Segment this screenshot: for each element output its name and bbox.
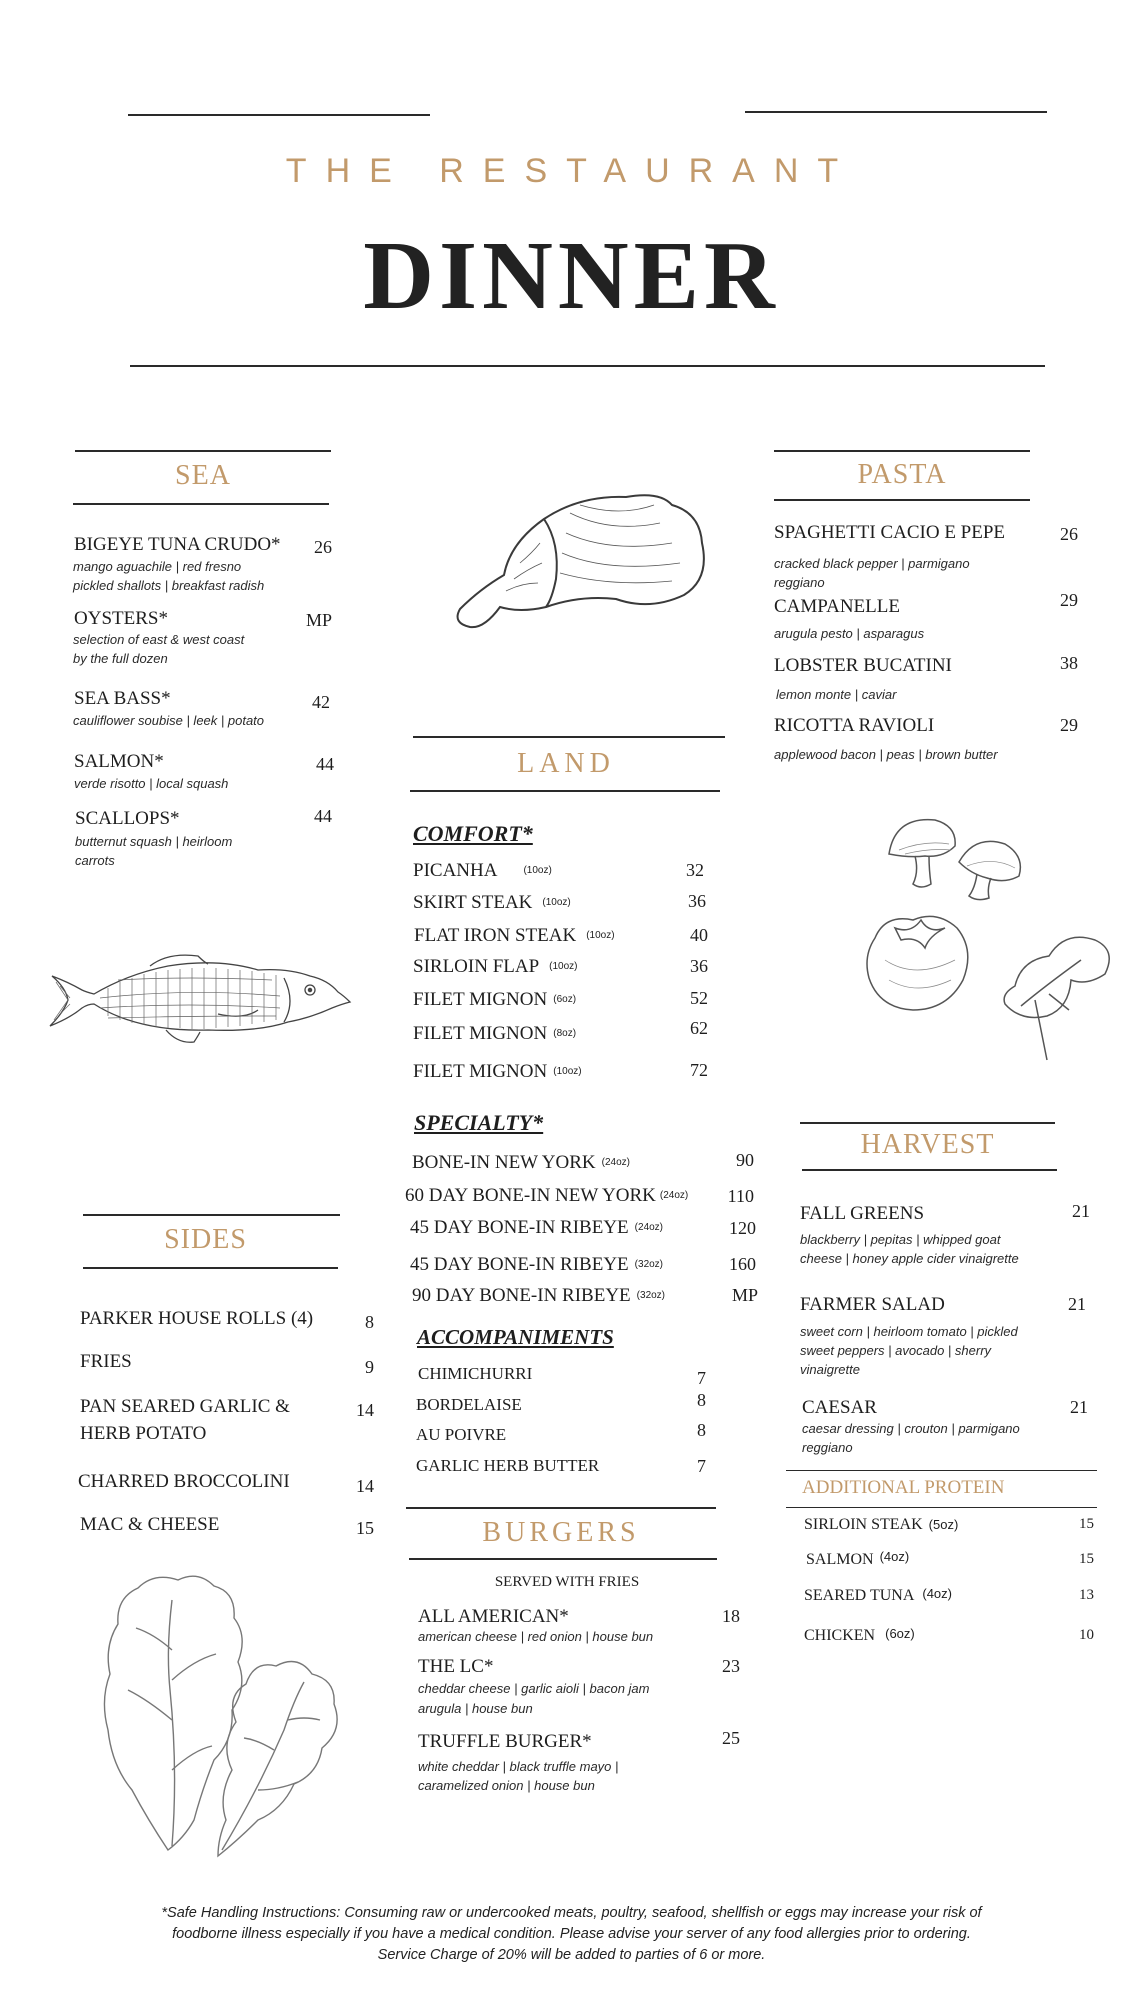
harvest-desc-caesar-1: caesar dressing | crouton | parmigano: [802, 1421, 1020, 1436]
protein-name-sirloin: SIRLOIN STEAK: [804, 1516, 923, 1533]
sea-rule-top: [75, 450, 331, 452]
comfort-name-sirloin-flap: SIRLOIN FLAP: [413, 956, 540, 977]
pasta-price-ravioli: 29: [1060, 715, 1078, 735]
sea-price-bass: 42: [312, 692, 330, 712]
pasta-title: PASTA: [857, 459, 947, 490]
sea-price-oysters: MP: [305, 610, 332, 630]
land-rule-bottom: [410, 790, 720, 792]
comfort-price-filet-8: 62: [690, 1018, 708, 1038]
acc-price-au-poivre: 8: [697, 1420, 706, 1440]
pasta-desc-ravioli: applewood bacon | peas | brown butter: [774, 747, 998, 762]
protein-name-salmon: SALMON: [806, 1551, 874, 1568]
sea-desc-oysters-1: selection of east & west coast: [73, 632, 245, 647]
harvest-price-farmer: 21: [1068, 1294, 1086, 1314]
protein-title: ADDITIONAL PROTEIN: [802, 1477, 1005, 1498]
burger-price-all-american: 18: [722, 1606, 740, 1626]
sides-price-broccolini: 14: [356, 1476, 374, 1496]
comfort-price-picanha: 32: [686, 860, 704, 880]
sides-price-rolls: 8: [365, 1312, 374, 1332]
acc-price-bordelaise: 8: [697, 1390, 706, 1410]
pasta-price-cacio: 26: [1060, 524, 1078, 544]
pasta-item-ravioli: RICOTTA RAVIOLI: [774, 715, 935, 736]
specialty-size-ny-60: (24oz): [659, 1190, 689, 1201]
pasta-desc-bucatini: lemon monte | caviar: [776, 687, 897, 702]
sea-item-bass: SEA BASS*: [74, 688, 171, 709]
comfort-name-filet-10: FILET MIGNON: [413, 1061, 548, 1082]
sides-rule-top: [83, 1214, 340, 1216]
sides-title: SIDES: [164, 1224, 247, 1255]
protein-rule-bottom: [786, 1507, 1097, 1508]
sides-item-rolls: PARKER HOUSE ROLLS (4): [80, 1308, 314, 1329]
header-rule-top-right: [745, 111, 1047, 113]
specialty-name-ribeye-45-32: 45 DAY BONE-IN RIBEYE: [410, 1254, 629, 1275]
page-title: DINNER: [363, 222, 780, 330]
sea-desc-tuna-1: mango aguachile | red fresno: [73, 559, 242, 574]
sea-item-oysters: OYSTERS*: [74, 608, 168, 629]
footer-line-1: *Safe Handling Instructions: Consuming raw or undercooked meats, poultry, seafood, shellfish or eggs may increase your risk of: [161, 1905, 982, 1921]
burger-item-lc: THE LC*: [418, 1656, 494, 1677]
comfort-size-filet-6: (6oz): [553, 994, 577, 1005]
comfort-name-flat-iron: FLAT IRON STEAK: [414, 925, 577, 946]
protein-price-tuna: 13: [1079, 1587, 1094, 1603]
burger-item-truffle: TRUFFLE BURGER*: [418, 1731, 592, 1752]
specialty-price-ribeye-45-32: 160: [729, 1254, 756, 1274]
specialty-name-ribeye-45-24: 45 DAY BONE-IN RIBEYE: [410, 1217, 629, 1238]
burger-desc-truffle-2: caramelized onion | house bun: [418, 1778, 595, 1793]
specialty-price-ny-60: 110: [727, 1186, 754, 1206]
harvest-desc-fall-greens-2: cheese | honey apple cider vinaigrette: [800, 1251, 1019, 1266]
specialty-size-ribeye-45-24: (24oz): [634, 1222, 664, 1233]
header-rule-bottom: [130, 365, 1045, 367]
pasta-rule-top: [774, 450, 1030, 452]
specialty-price-ny-24: 90: [736, 1150, 754, 1170]
comfort-size-picanha: (10oz): [523, 865, 552, 876]
burger-desc-lc-1: cheddar cheese | garlic aioli | bacon jam: [418, 1681, 650, 1696]
comfort-heading: COMFORT*: [413, 821, 533, 846]
harvest-price-fall-greens: 21: [1072, 1201, 1090, 1221]
acc-item-au-poivre: AU POIVRE: [416, 1425, 507, 1444]
burger-desc-all-american: american cheese | red onion | house bun: [418, 1629, 654, 1644]
specialty-price-ribeye-90: MP: [731, 1285, 758, 1305]
acc-item-bordelaise: BORDELAISE: [416, 1395, 522, 1414]
sides-price-fries: 9: [365, 1357, 374, 1377]
sea-price-scallops: 44: [314, 806, 332, 826]
acc-item-garlic-butter: GARLIC HERB BUTTER: [416, 1456, 600, 1475]
sides-item-potato-1: PAN SEARED GARLIC &: [80, 1396, 290, 1417]
harvest-desc-caesar-2: reggiano: [802, 1440, 853, 1455]
comfort-price-flat-iron: 40: [690, 925, 708, 945]
sea-desc-scallops-1: butternut squash | heirloom: [75, 834, 233, 849]
protein-name-chicken: CHICKEN: [804, 1627, 876, 1644]
comfort-item-filet-6: [413, 989, 576, 1011]
burgers-title: BURGERS: [482, 1517, 640, 1548]
comfort-size-flat-iron: (10oz): [586, 930, 615, 941]
comfort-price-filet-6: 52: [690, 988, 708, 1008]
sea-item-tuna: BIGEYE TUNA CRUDO*: [74, 534, 281, 555]
pasta-rule-bottom: [774, 499, 1030, 501]
vegetables-illustration: [825, 810, 1115, 1080]
specialty-name-ribeye-90: 90 DAY BONE-IN RIBEYE: [412, 1285, 631, 1306]
pasta-desc-cacio-2: reggiano: [774, 575, 825, 590]
comfort-price-filet-10: 72: [690, 1060, 708, 1080]
protein-item-chicken: [804, 1627, 915, 1645]
acc-price-garlic-butter: 7: [697, 1456, 706, 1476]
lettuce-illustration: [98, 1570, 348, 1860]
pasta-item-bucatini: LOBSTER BUCATINI: [774, 655, 952, 676]
comfort-item-flat-iron: [414, 925, 615, 947]
specialty-name-ny-24: BONE-IN NEW YORK: [412, 1152, 596, 1173]
harvest-desc-fall-greens-1: blackberry | pepitas | whipped goat: [800, 1232, 1001, 1247]
pasta-desc-cacio-1: cracked black pepper | parmigano: [774, 556, 970, 571]
pasta-item-cacio: SPAGHETTI CACIO E PEPE: [774, 522, 1006, 543]
specialty-item-ribeye-45-32: [410, 1254, 663, 1276]
burger-desc-lc-2: arugula | house bun: [418, 1701, 533, 1716]
specialty-heading: SPECIALTY*: [414, 1110, 544, 1135]
harvest-item-farmer: FARMER SALAD: [800, 1294, 945, 1315]
specialty-item-ribeye-90: [412, 1285, 665, 1307]
comfort-item-filet-10: [413, 1061, 582, 1083]
protein-size-salmon: (4oz): [879, 1549, 910, 1564]
comfort-name-filet-8: FILET MIGNON: [413, 1023, 548, 1044]
burgers-rule-bottom: [409, 1558, 717, 1560]
comfort-item-skirt: [413, 892, 571, 914]
specialty-size-ribeye-90: (32oz): [636, 1290, 666, 1301]
sides-item-mac: MAC & CHEESE: [80, 1514, 220, 1535]
burgers-rule-top: [406, 1507, 716, 1509]
footer-line-3: Service Charge of 20% will be added to parties of 6 or more.: [377, 1947, 766, 1963]
sea-desc-bass: cauliflower soubise | leek | potato: [73, 713, 265, 728]
harvest-rule-bottom: [802, 1169, 1057, 1171]
harvest-item-fall-greens: FALL GREENS: [800, 1203, 925, 1224]
comfort-size-filet-10: (10oz): [553, 1066, 582, 1077]
comfort-name-picanha: PICANHA: [413, 860, 498, 881]
harvest-item-caesar: CAESAR: [802, 1397, 877, 1418]
header-rule-top-left: [128, 114, 430, 116]
harvest-price-caesar: 21: [1070, 1397, 1088, 1417]
burger-price-lc: 23: [722, 1656, 740, 1676]
sea-desc-tuna-2: pickled shallots | breakfast radish: [73, 578, 265, 593]
pasta-item-campanelle: CAMPANELLE: [774, 596, 900, 617]
specialty-name-ny-60: 60 DAY BONE-IN NEW YORK: [405, 1185, 656, 1206]
burgers-note: SERVED WITH FRIES: [494, 1574, 640, 1590]
comfort-name-skirt: SKIRT STEAK: [413, 892, 533, 913]
safe-handling-footer: [60, 1903, 1083, 1966]
sides-price-potato: 14: [356, 1400, 374, 1420]
comfort-item-sirloin-flap: [413, 956, 578, 978]
harvest-rule-top: [800, 1122, 1055, 1124]
sea-rule-bottom: [73, 503, 329, 505]
protein-price-chicken: 10: [1079, 1627, 1094, 1643]
specialty-price-ribeye-45-24: 120: [729, 1218, 756, 1238]
comfort-size-sirloin-flap: (10oz): [549, 961, 578, 972]
protein-rule-top: [786, 1470, 1097, 1471]
acc-item-chimichurri: CHIMICHURRI: [418, 1364, 533, 1383]
protein-size-chicken: (6oz): [885, 1626, 915, 1641]
acc-price-chimichurri: 7: [697, 1368, 706, 1388]
sea-item-scallops: SCALLOPS*: [75, 808, 180, 829]
comfort-size-skirt: (10oz): [542, 897, 571, 908]
pasta-desc-campanelle: arugula pesto | asparagus: [774, 626, 925, 641]
sides-item-fries: FRIES: [80, 1351, 132, 1372]
sides-item-potato-2: HERB POTATO: [80, 1423, 207, 1444]
protein-item-tuna: [804, 1587, 952, 1605]
specialty-size-ribeye-45-32: (32oz): [634, 1259, 664, 1270]
sides-price-mac: 15: [356, 1518, 374, 1538]
pasta-price-campanelle: 29: [1060, 590, 1078, 610]
pasta-price-bucatini: 38: [1060, 653, 1078, 673]
sea-price-salmon: 44: [316, 754, 334, 774]
sides-item-broccolini: CHARRED BROCCOLINI: [78, 1471, 290, 1492]
sea-desc-oysters-2: by the full dozen: [73, 651, 168, 666]
sea-title: SEA: [175, 460, 231, 491]
sea-desc-scallops-2: carrots: [75, 853, 115, 868]
harvest-title: HARVEST: [860, 1129, 995, 1160]
protein-price-salmon: 15: [1079, 1551, 1094, 1567]
steak-illustration: [440, 483, 712, 633]
footer-line-2: foodborne illness especially if you have a medical condition. Please advise your server of any food allergies prior to ordering.: [172, 1926, 971, 1942]
comfort-size-filet-8: (8oz): [553, 1028, 577, 1039]
accompaniments-heading: ACCOMPANIMENTS: [417, 1325, 614, 1349]
sea-item-salmon: SALMON*: [74, 751, 164, 772]
comfort-name-filet-6: FILET MIGNON: [413, 989, 548, 1010]
comfort-item-picanha: [413, 860, 552, 882]
protein-item-sirloin: [804, 1516, 958, 1534]
sea-desc-salmon: verde risotto | local squash: [74, 776, 229, 791]
land-title: LAND: [517, 748, 615, 779]
comfort-price-skirt: 36: [688, 891, 706, 911]
protein-size-tuna: (4oz): [922, 1586, 952, 1601]
specialty-size-ny-24: (24oz): [601, 1157, 631, 1168]
restaurant-name: THE RESTAURANT: [285, 152, 858, 190]
sea-price-tuna: 26: [314, 537, 332, 557]
harvest-desc-farmer-2: sweet peppers | avocado | sherry: [800, 1343, 992, 1358]
burger-price-truffle: 25: [722, 1728, 740, 1748]
harvest-desc-farmer-3: vinaigrette: [800, 1362, 860, 1377]
fish-illustration: [48, 948, 354, 1050]
comfort-item-filet-8: [413, 1023, 576, 1045]
specialty-item-ny-24: [412, 1152, 630, 1174]
protein-size-sirloin: (5oz): [928, 1517, 959, 1532]
protein-name-tuna: SEARED TUNA: [804, 1587, 915, 1604]
comfort-price-sirloin-flap: 36: [690, 956, 708, 976]
sides-rule-bottom: [83, 1267, 338, 1269]
harvest-desc-farmer-1: sweet corn | heirloom tomato | pickled: [800, 1324, 1018, 1339]
specialty-item-ribeye-45-24: [410, 1217, 663, 1239]
land-rule-top: [413, 736, 725, 738]
protein-price-sirloin: 15: [1079, 1516, 1094, 1532]
burger-desc-truffle-1: white cheddar | black truffle mayo |: [418, 1759, 619, 1774]
specialty-item-ny-60: [405, 1185, 688, 1207]
burger-item-all-american: ALL AMERICAN*: [418, 1606, 569, 1627]
protein-item-salmon: [806, 1551, 909, 1569]
